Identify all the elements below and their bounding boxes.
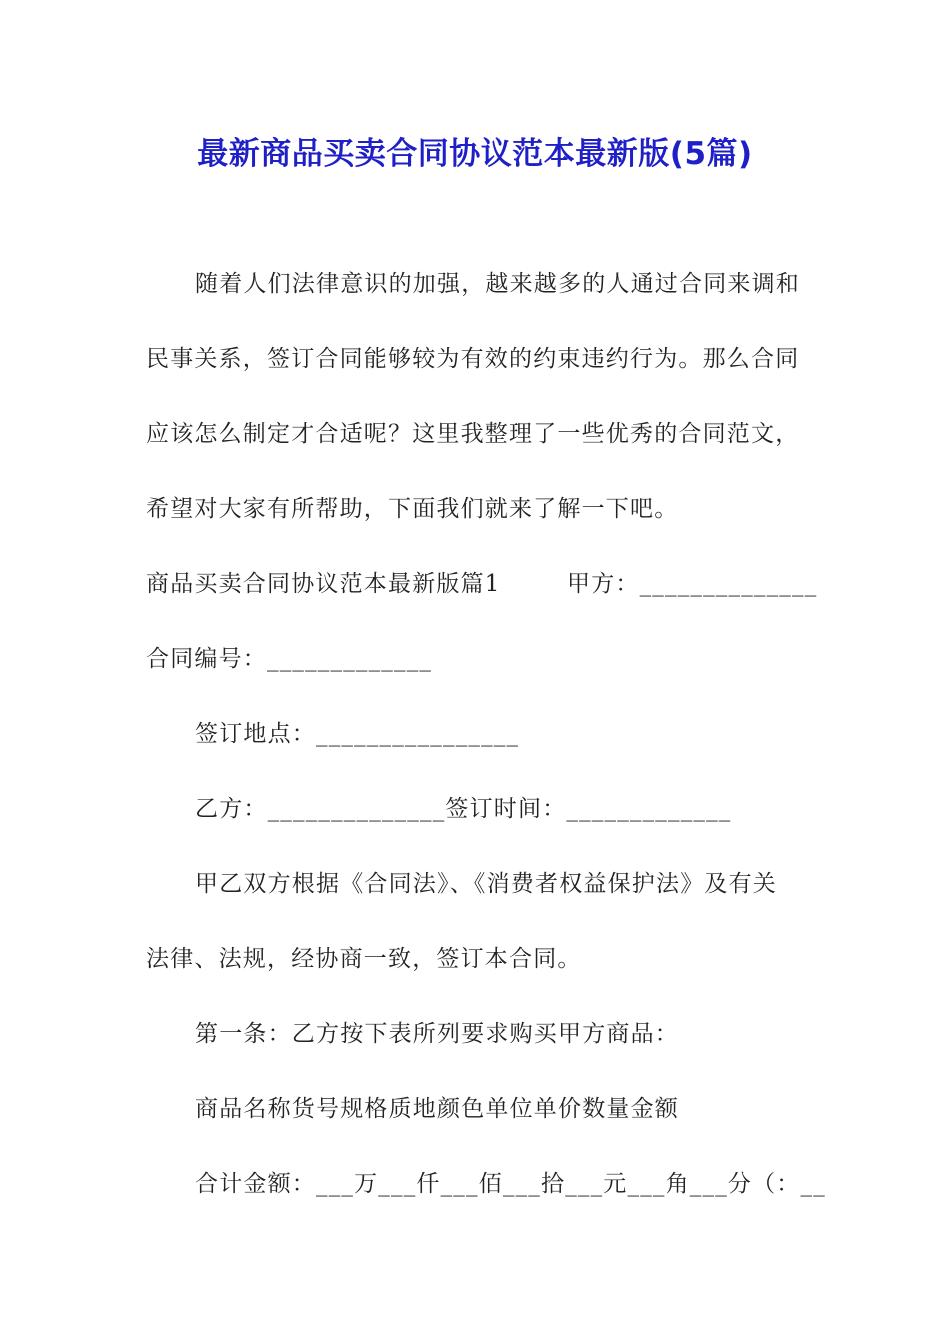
party-a-field: 甲方：______________ bbox=[567, 571, 818, 597]
basis-line-1: 甲乙双方根据《合同法》、《消费者权益保护法》及有关 bbox=[195, 871, 777, 897]
basis-line-2: 法律、法规，经协商一致，签订本合同。 bbox=[146, 946, 582, 972]
intro-line-1: 随着人们法律意识的加强，越来越多的人通过合同来调和 bbox=[195, 271, 800, 297]
sign-place-field: 签订地点：________________ bbox=[195, 721, 520, 747]
contract-number-field: 合同编号：_____________ bbox=[146, 646, 433, 672]
section-heading: 商品买卖合同协议范本最新版篇1 bbox=[146, 571, 501, 597]
party-b-and-time-field: 乙方：______________签订时间：_____________ bbox=[195, 796, 732, 822]
document-title: 最新商品买卖合同协议范本最新版(5篇) bbox=[197, 136, 753, 172]
goods-table-header: 商品名称货号规格质地颜色单位单价数量金额 bbox=[195, 1096, 679, 1122]
intro-line-2: 民事关系，签订合同能够较为有效的约束违约行为。那么合同 bbox=[146, 346, 800, 372]
intro-line-3: 应该怎么制定才合适呢？这里我整理了一些优秀的合同范文， bbox=[146, 421, 800, 447]
article-1: 第一条：乙方按下表所列要求购买甲方商品： bbox=[195, 1021, 679, 1047]
intro-line-4: 希望对大家有所帮助，下面我们就来了解一下吧。 bbox=[146, 496, 679, 522]
total-amount-field: 合计金额：___万___仟___佰___拾___元___角___分（：__ bbox=[195, 1171, 826, 1197]
